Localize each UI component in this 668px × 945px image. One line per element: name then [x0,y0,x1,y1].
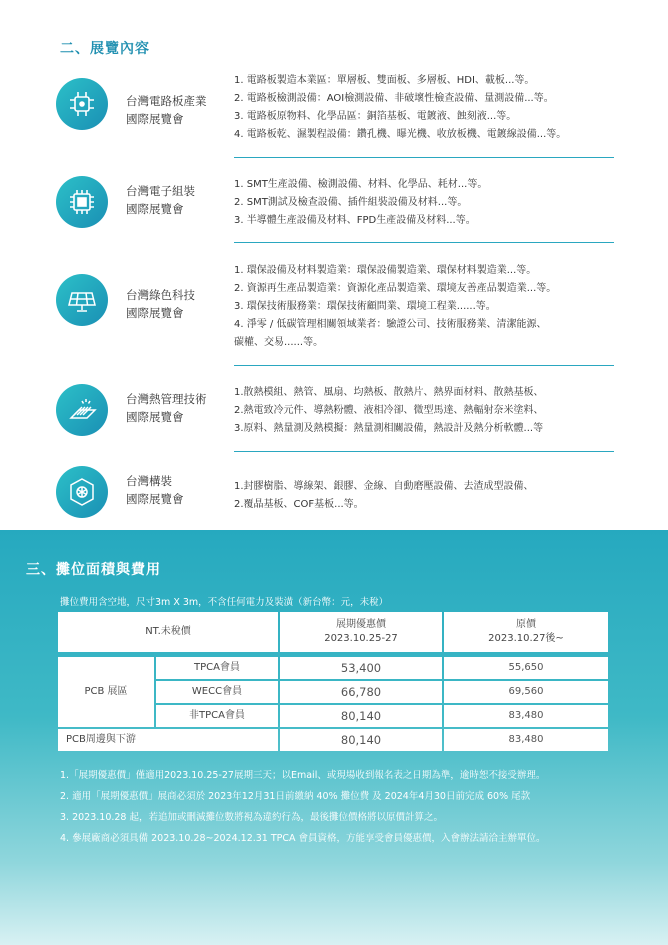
heat-fins-icon [56,384,108,436]
notes-list [60,765,660,849]
show-name-line: 台灣電路板產業 [126,94,207,108]
regular-price-header [444,612,608,652]
note-item: 4. 參展廠商必須具備 2023.10.28~2024.12.31 TPCA 會員資格，方能享受會員優惠價，入會辦法請洽主辦單位。 [60,833,546,844]
early-price-date: 2023.10.25-27 [324,633,398,644]
show-block-green [56,262,616,356]
chip-icon [56,176,108,228]
show-item: 4. 電路板乾、濕製程設備：鑽孔機、曝光機、收放板機、電鍍線設備...等。 [234,129,567,140]
package-gear-icon [56,466,108,518]
show-name-line: 台灣構裝 [126,474,172,488]
show-name-line: 國際展覽會 [126,306,184,320]
non-tpca-early-price: 80,140 [280,705,442,727]
row-label-wecc: WECC會員 [156,681,278,703]
show-block-pcb [56,72,616,160]
row-label-upstream: PCB周邊與下游 [58,729,278,751]
show-item: 2.覆晶基板、COF基板...等。 [234,499,364,510]
show-item: 1. 環保設備及材料製造業：環保設備製造業、環保材料製造業...等。 [234,265,537,276]
show-name-line: 台灣綠色科技 [126,288,195,302]
wecc-regular-price: 69,560 [444,681,608,703]
show-name-line: 台灣熱管理技術 [126,392,207,406]
wecc-early-price: 66,780 [280,681,442,703]
tpca-regular-price: 55,650 [444,657,608,679]
divider [234,365,614,366]
show-item: 1.封膠樹脂、導線架、銀膠、金線、自動磨壓設備、去渣成型設備、 [234,481,534,492]
row-label-tpca: TPCA會員 [156,657,278,679]
row-label-non-tpca: 非TPCA會員 [156,705,278,727]
note-item: 1.「展期優惠價」僅適用2023.10.25-27展期三天；以Email、或現場收到報名表之日期為準，逾時恕不接受辦理。 [60,770,546,781]
show-name-line: 台灣電子組裝 [126,184,195,198]
show-block-packaging [56,466,616,526]
show-item: 2. 電路板檢測設備：AOI檢測設備、非破壞性檢查設備、量測設備...等。 [234,93,554,104]
tpca-early-price: 53,400 [280,657,442,679]
show-item: 1.散熱模組、熱管、風扇、均熱板、散熱片、熱界面材料、散熱基板、 [234,387,544,398]
circuit-board-icon [56,78,108,130]
show-name-line: 國際展覽會 [126,410,184,424]
early-price-header [280,612,442,652]
upstream-regular-price: 83,480 [444,729,608,751]
show-item: 4. 淨零 / 低碳管理相關領域業者：驗證公司、技術服務業、清潔能源、 [234,319,547,330]
show-block-thermal [56,384,616,444]
show-name-line: 國際展覽會 [126,202,184,216]
table-corner: NT.未稅價 [58,612,278,652]
regular-price-label: 原價 [516,619,536,630]
early-price-label: 展期優惠價 [336,619,386,630]
show-block-electronics [56,176,616,236]
show-item: 2. SMT測試及檢查設備、插件組裝設備及材料...等。 [234,197,468,208]
divider [234,451,614,452]
pcb-group-label: PCB 展區 [58,657,154,727]
divider [234,242,614,243]
show-item: 3.原料、熱量測及熱模擬：熱量測相關設備，熱設計及熱分析軟體...等 [234,423,544,434]
show-item: 3. 環保技術服務業：環保技術顧問業、環境工程業......等。 [234,301,496,312]
show-item: 3. 半導體生產設備及材料、FPD生產設備及材料...等。 [234,215,476,226]
show-name-line: 國際展覽會 [126,112,184,126]
section-2-title: 二、展覽內容 [60,41,150,57]
show-item: 2.熱電致冷元件、導熱粉體、液相冷卻、微型馬達、熱輻射奈米塗料、 [234,405,544,416]
divider [234,157,614,158]
show-item: 3. 電路板原物料、化學品區：銅箔基板、電鍍液、蝕刻液...等。 [234,111,517,122]
note-item: 2. 適用「展期優惠價」展商必須於 2023年12月31日前繳納 40% 攤位費 及 2024年4月30日前完成 60% 尾款 [60,791,531,802]
show-item: 2. 資源再生產品製造業：資源化產品製造業、環境友善產品製造業...等。 [234,283,557,294]
fee-note: 攤位費用含空地，尺寸3m X 3m，不含任何電力及裝潢（新台幣：元，未稅） [60,597,389,608]
note-item: 3. 2023.10.28 起，若追加或刪減攤位數將視為違約行為，最後攤位價格將以原價計算之。 [60,812,443,823]
upstream-early-price: 80,140 [280,729,442,751]
show-item: 碳權、交易......等。 [234,337,324,348]
show-item: 1. SMT生產設備、檢測設備、材料、化學品、耗材...等。 [234,179,488,190]
show-item: 1. 電路板製造本業區：單層板、雙面板、多層板、HDI、載板...等。 [234,75,535,86]
section-3-title: 三、攤位面積與費用 [26,562,161,578]
solar-panel-icon [56,274,108,326]
non-tpca-regular-price: 83,480 [444,705,608,727]
regular-price-date: 2023.10.27後~ [488,633,564,644]
show-name-line: 國際展覽會 [126,492,184,506]
